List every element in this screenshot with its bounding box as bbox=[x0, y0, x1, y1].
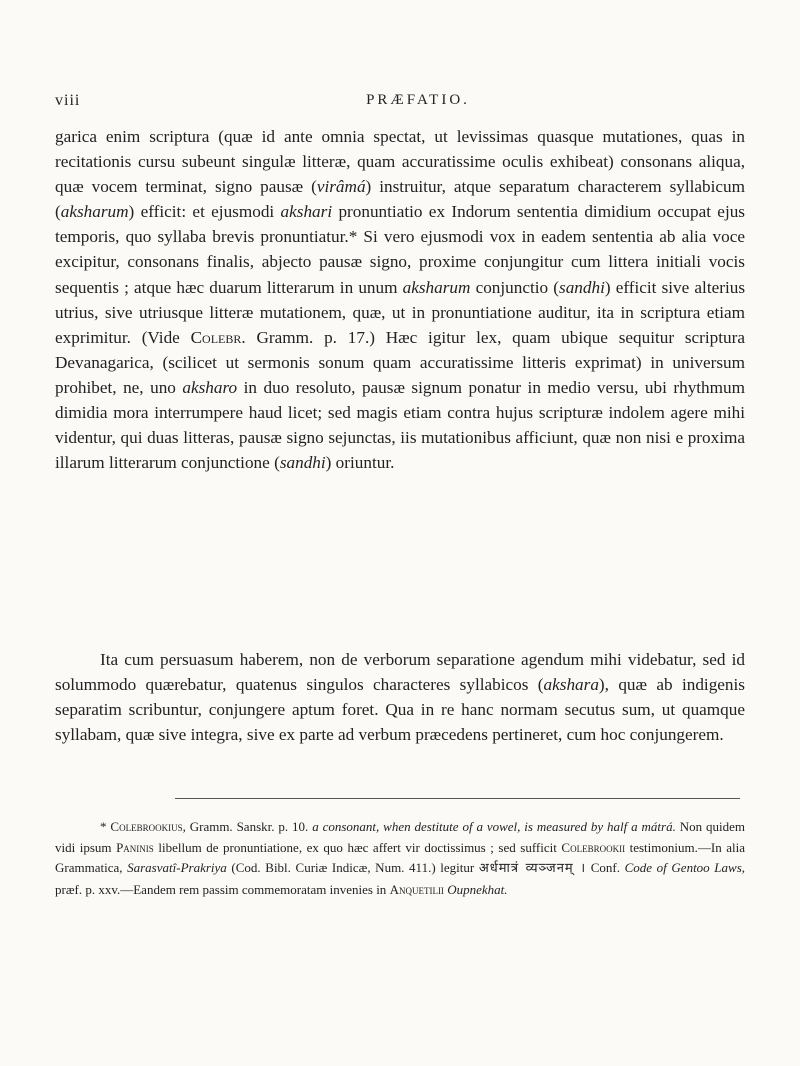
italic-run: Oupnekhat. bbox=[447, 881, 508, 897]
text-run: , præf. p. xxv.—Eandem rem passim commemoratam invenies in bbox=[55, 860, 746, 897]
text-run: libellum de pronuntiatione, ex quo hæc affert vir doctissimus ; sed sufficit bbox=[153, 839, 562, 855]
text-run: * bbox=[100, 819, 111, 834]
italic-run: Sarasvatî-Prakriya bbox=[127, 860, 227, 875]
italic-run: Code of Gentoo Laws bbox=[624, 860, 742, 875]
main-text-continued bbox=[55, 647, 745, 747]
paragraph bbox=[55, 647, 745, 747]
text-run: ) efficit: et ejusmodi bbox=[128, 202, 281, 222]
text-run: ), quæ ab indigenis separatim scribuntur, conjungere aptum foret. Qua in re hanc normam secutus sum, ut quamque syllabam, quæ sive integra, sive ex parte ad verbum præcedens pertineret, cum hoc conjungerem. bbox=[55, 675, 745, 745]
italic-run: aksharum bbox=[60, 202, 129, 222]
main-text bbox=[55, 124, 745, 475]
text-run: Ita cum persuasum haberem, non de verborum separatione agendum mihi videbatur, sed id solummodo quærebatur, quatenus singulos characteres syllabicos ( bbox=[55, 650, 745, 695]
text-run: Conf. bbox=[586, 860, 625, 875]
small-caps-run: Colebrookii bbox=[561, 839, 626, 855]
small-caps-run: Colebr. bbox=[190, 327, 246, 347]
text-run: ) oriuntur. bbox=[325, 453, 395, 473]
text-run: pronuntiatio ex Indorum sententia dimidium occupat ejus temporis, quo syllaba brevis pronuntiatur.* Si vero ejusmodi vox in eadem sententia ab alia voce excipitur, consonans finalis, abjecto pausæ signo, proxime conjungitur cum littera initiali vocis sequentis ; atque hæc duarum litterarum in unum bbox=[55, 202, 745, 297]
text-run: ) efficit sive alterius utrius, sive utriusque litteræ mutationem, quæ, ut in pronuntiatione auditur, ita in scriptura etiam exprimitur. (Vide bbox=[55, 277, 746, 347]
page-header bbox=[55, 92, 745, 116]
italic-run: sandhi bbox=[559, 277, 605, 297]
text-run: ) instruitur, atque separatum characterem syllabicum ( bbox=[55, 177, 745, 222]
italic-run: virâmá bbox=[316, 177, 366, 197]
italic-run: a consonant, when destitute of a vowel, is measured by half a mátrá. bbox=[312, 819, 676, 834]
page-number: viii bbox=[55, 92, 81, 109]
italic-run: aksharo bbox=[182, 377, 238, 397]
text-run: Gramm. p. 17.) Hæc igitur lex, quam ubique sequitur scriptura Devanagarica, (scilicet ut sermonis sonum quam accuratissime litteris exprimat) in universum prohibet, ne, uno bbox=[55, 327, 745, 397]
footnote-text bbox=[55, 817, 745, 900]
text-run: in duo resoluto, pausæ signum ponatur in medio versu, ubi rhythmum dimidia mora interrumpere haud licet; sed magis etiam contra hujus scripturæ indolem agere mihi videntur, qui duas litteras, pausæ signo sejunctas, iis mutationibus afficiunt, quæ non nisi e proxima illarum litterarum conjunctione ( bbox=[55, 377, 745, 473]
running-title: PRÆFATIO. bbox=[366, 92, 470, 108]
text-run: Non quidem vidi ipsum bbox=[55, 819, 745, 855]
italic-run: akshara bbox=[543, 675, 599, 695]
devanagari-quote: अर्धमात्रं व्यञ्जनम् । bbox=[478, 861, 587, 876]
italic-run: aksharum bbox=[402, 277, 471, 297]
text-run: testimonium.—In alia Grammatica, bbox=[55, 839, 745, 875]
small-caps-run: Paninis bbox=[116, 839, 154, 855]
text-run: garica enim scriptura (quæ id ante omnia spectat, ut levissimas quasque mutationes, quas in recitationis cursu subeunt singulæ litteræ, quam accuratissime oculis exhibeat) consonans aliqua, quæ vocem terminat, signo pausæ ( bbox=[55, 127, 745, 197]
text-run: , Gramm. Sanskr. p. 10. bbox=[182, 819, 313, 834]
italic-run: akshari bbox=[280, 202, 333, 222]
small-caps-run: Anquetilii bbox=[389, 881, 444, 897]
footnote-rule bbox=[175, 798, 740, 799]
footnote bbox=[55, 817, 745, 900]
italic-run: sandhi bbox=[279, 453, 326, 473]
text-run: conjunctio ( bbox=[470, 277, 559, 297]
paragraph bbox=[55, 124, 745, 475]
text-run: (Cod. Bibl. Curiæ Indicæ, Num. 411.) legitur bbox=[226, 860, 479, 875]
small-caps-run: Colebrookius bbox=[110, 819, 183, 834]
